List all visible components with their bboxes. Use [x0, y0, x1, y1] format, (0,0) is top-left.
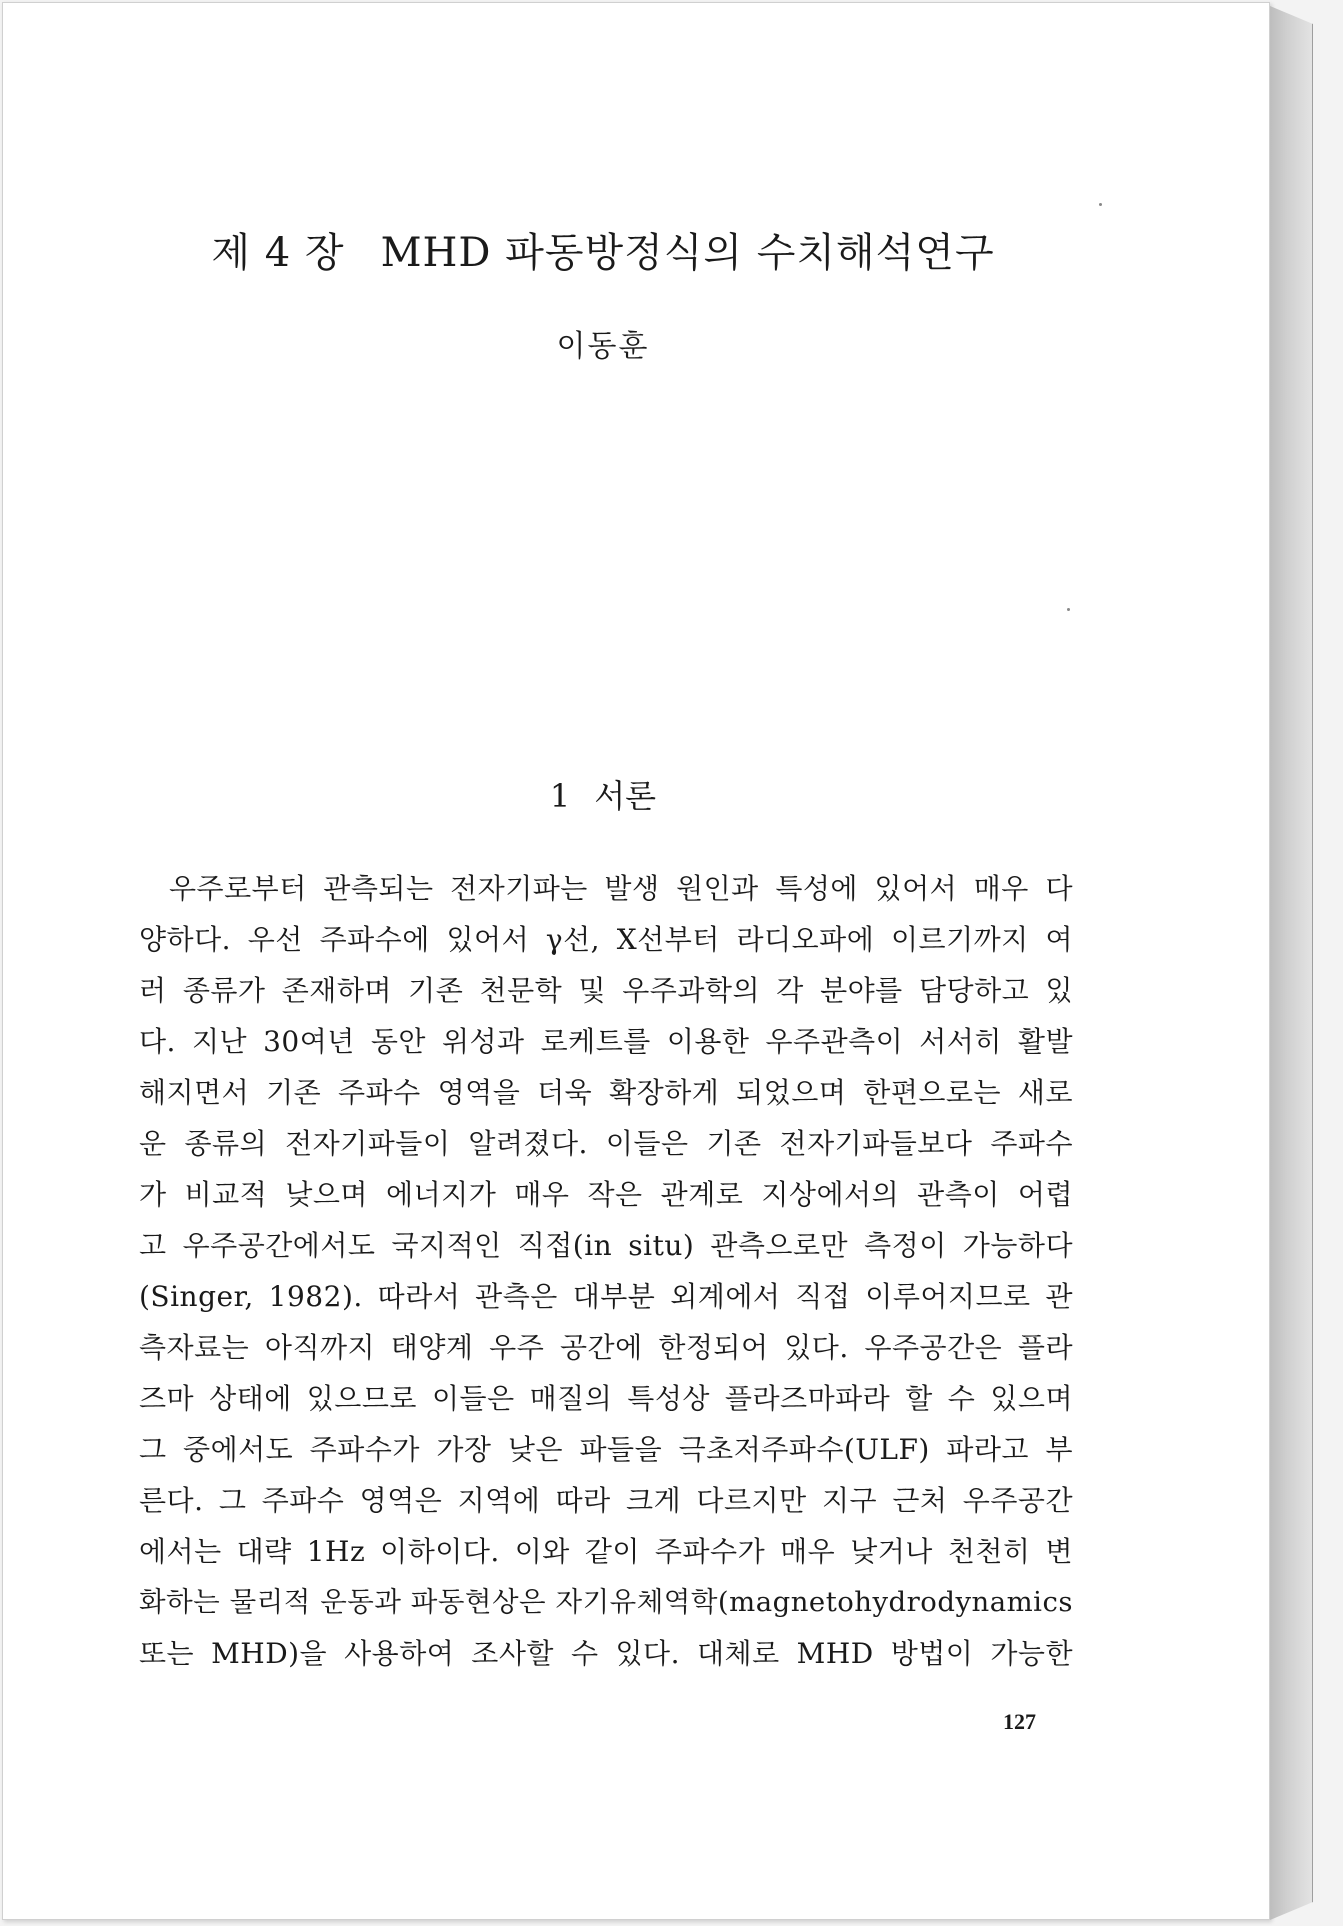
body-line: 러 종류가 존재하며 기존 천문학 및 우주과학의 각 분야를 담당하고 있 [139, 974, 1073, 1007]
section-number: 1 [549, 777, 571, 815]
chapter-number: 제 4 장 [211, 230, 345, 276]
body-line: 가 비교적 낮으며 에너지가 매우 작은 관계로 지상에서의 관측이 어렵 [139, 1178, 1073, 1211]
author-name: 이동훈 [556, 329, 650, 364]
body-line: 그 중에서도 주파수가 가장 낮은 파들을 극초저주파수(ULF) 파라고 부 [139, 1433, 1073, 1466]
body-line: 우주로부터 관측되는 전자기파는 발생 원인과 특성에 있어서 매우 다 [169, 872, 1073, 905]
body-line: 다. 지난 30여년 동안 위성과 로케트를 이용한 우주관측이 서서히 활발 [139, 1025, 1073, 1058]
body-line: 즈마 상태에 있으므로 이들은 매질의 특성상 플라즈마파라 할 수 있으며 [139, 1382, 1073, 1415]
chapter-title-text: MHD 파동방정식의 수치해석연구 [380, 230, 995, 276]
scan-speck [1067, 608, 1070, 611]
body-line: 해지면서 기존 주파수 영역을 더욱 확장하게 되었으며 한편으로는 새로 [139, 1076, 1073, 1109]
section-heading [3, 771, 1203, 817]
body-line: 에서는 대략 1Hz 이하이다. 이와 같이 주파수가 매우 낮거나 천천히 변 [139, 1535, 1073, 1568]
body-line: 른다. 그 주파수 영역은 지역에 따라 크게 다르지만 지구 근처 우주공간 [139, 1484, 1073, 1517]
scan-speck [1099, 203, 1102, 206]
page-number: 127 [1003, 1709, 1036, 1734]
body-paragraph [139, 863, 1073, 1679]
body-line: 또는 MHD)을 사용하여 조사할 수 있다. 대체로 MHD 방법이 가능한 [139, 1637, 1073, 1670]
document-page [2, 2, 1270, 1920]
body-line: 운 종류의 전자기파들이 알려졌다. 이들은 기존 전자기파들보다 주파수 [139, 1127, 1073, 1160]
body-line: 고 우주공간에서도 국지적인 직접(in situ) 관측으로만 측정이 가능하다 [139, 1229, 1073, 1262]
body-line: 양하다. 우선 주파수에 있어서 γ선, X선부터 라디오파에 이르기까지 여 [139, 923, 1073, 956]
body-line: (Singer, 1982). 따라서 관측은 대부분 외계에서 직접 이루어지므로 관 [139, 1280, 1073, 1313]
body-line: 측자료는 아직까지 태양계 우주 공간에 한정되어 있다. 우주공간은 플라 [139, 1331, 1073, 1364]
page-stack-edge [1270, 6, 1313, 1920]
section-title: 서론 [594, 777, 657, 815]
chapter-title [3, 221, 1203, 278]
body-line: 화하는 물리적 운동과 파동현상은 자기유체역학(magnetohydrodynamics [139, 1586, 1073, 1618]
